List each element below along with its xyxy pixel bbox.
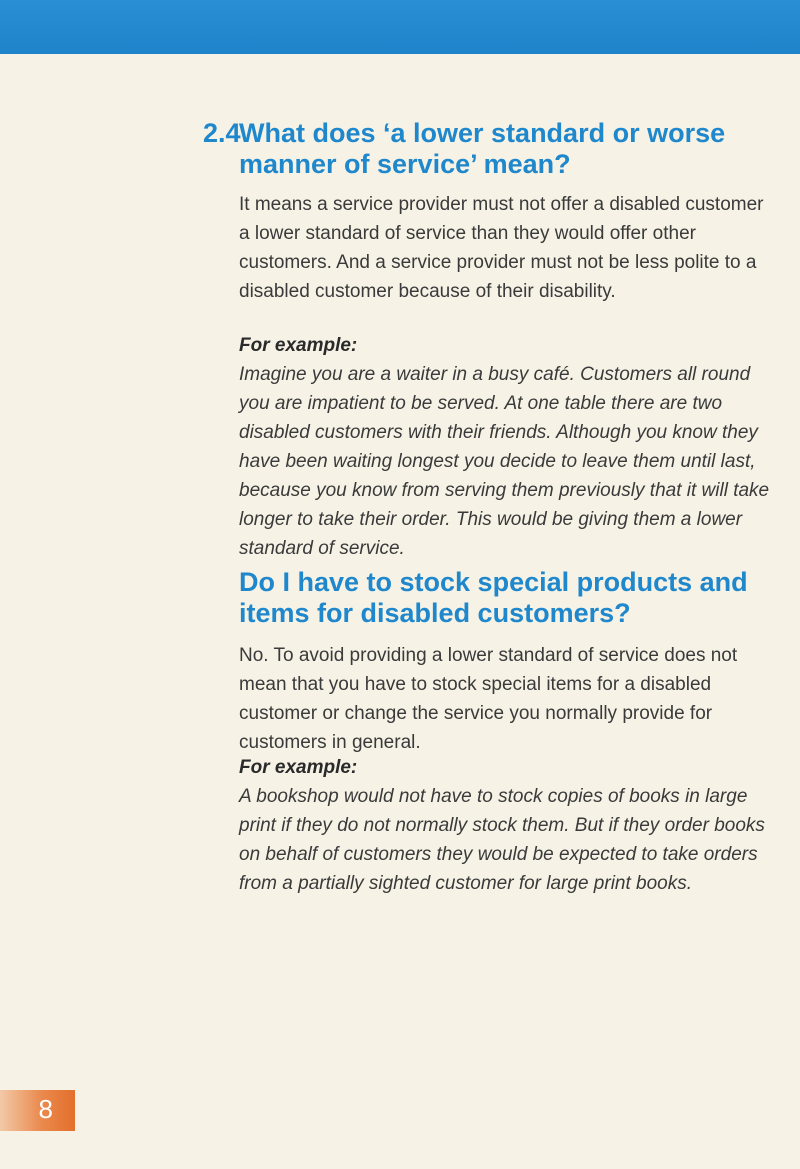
example-text: Imagine you are a waiter in a busy café. Customers all round you are impatient to be served. At one table there are two disabled customers with their friends. Although you know they have been waiting longest you decide to leave them until last, because you know from serving them previously that it will take longer to take their order. This would be giving them a lower standard of service.	[239, 364, 770, 559]
section-heading: What does ‘a lower standard or worse manner of service’ mean?	[239, 118, 726, 179]
example-label: For example:	[239, 335, 358, 356]
section-body: It means a service provider must not offer a disabled customer a lower standard of service than they would offer other customers. And a service provider must not be less polite to a disabled customer because of their disability.	[239, 194, 764, 302]
section-number: 2.4	[203, 118, 241, 148]
section-body: No. To avoid providing a lower standard of service does not mean that you have to stock special items for a disabled customer or change the service you normally provide for customers in general.	[239, 645, 738, 753]
section-heading: Do I have to stock special products and items for disabled customers?	[239, 567, 748, 628]
top-color-band	[0, 0, 800, 54]
page-number-tab	[0, 1090, 75, 1131]
page-number: 8	[38, 1094, 53, 1124]
example-label: For example:	[239, 757, 358, 778]
example-text: A bookshop would not have to stock copies of books in large print if they do not normally stock them. But if they order books on behalf of customers they would be expected to take orders from a partially sighted customer for large print books.	[239, 786, 765, 894]
